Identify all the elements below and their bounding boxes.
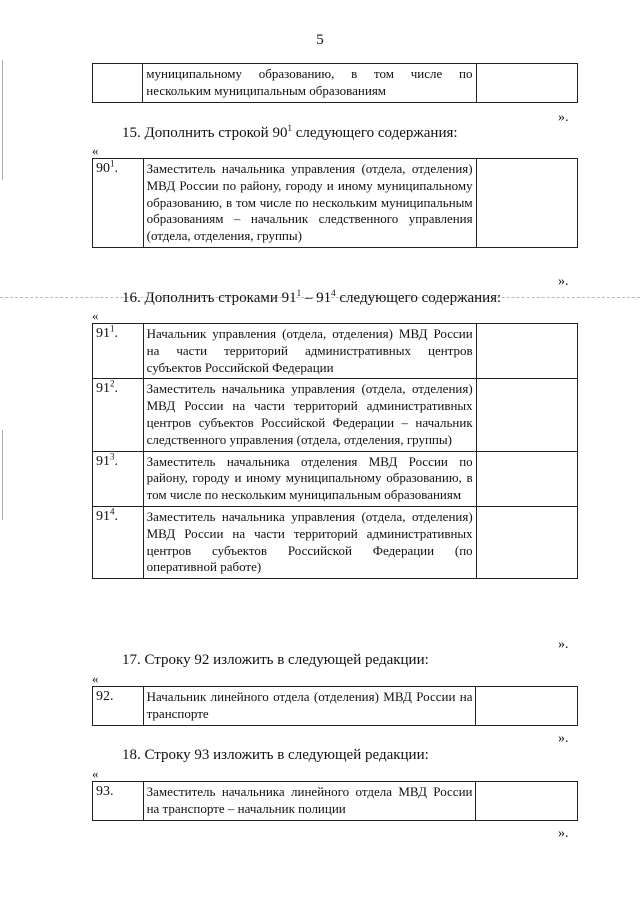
row-empty-cell bbox=[476, 64, 577, 103]
open-quote: « bbox=[92, 671, 99, 686]
row-number-cell: $91^4$. bbox=[93, 506, 144, 578]
row-empty-cell bbox=[476, 324, 577, 379]
row-empty-cell bbox=[476, 159, 577, 248]
table-row bbox=[93, 159, 578, 248]
section-heading-16: 16. Дополнить строками $91^1 - 91^4$ следующего содержания: bbox=[122, 288, 502, 306]
open-quote: « bbox=[92, 143, 99, 158]
table-row bbox=[93, 379, 578, 451]
row-text-cell: Заместитель начальника отделения МВД России по району, городу и иному муниципальному образованию, в том числе по нескольким муниципальным образованиям bbox=[143, 451, 476, 506]
table-row bbox=[93, 506, 578, 578]
table-row bbox=[93, 324, 578, 379]
table-section-18 bbox=[92, 781, 578, 821]
row-number-cell: $91^2$. bbox=[93, 379, 144, 451]
close-quote: ». bbox=[558, 274, 569, 289]
row-text-cell: Заместитель начальника управления (отдела, отделения) МВД России на части территорий административных центров субъектов Российской Федерации (по оперативной работе) bbox=[143, 506, 476, 578]
table-row bbox=[93, 451, 578, 506]
row-empty-cell bbox=[476, 451, 577, 506]
close-quote: ». bbox=[558, 110, 569, 125]
section-heading-15: 15. Дополнить строкой $90^1$ следующего содержания: bbox=[122, 123, 458, 141]
table-section-16 bbox=[92, 323, 578, 579]
table-section-17 bbox=[92, 686, 578, 726]
close-quote: ». bbox=[558, 731, 569, 746]
row-number-cell: $91^1$. bbox=[93, 324, 144, 379]
scan-margin-mark bbox=[2, 60, 3, 180]
row-empty-cell bbox=[476, 782, 578, 821]
row-text-cell: Начальник управления (отдела, отделения) МВД России на части территорий административных центров субъектов Российской Федерации bbox=[143, 324, 476, 379]
row-empty-cell bbox=[476, 379, 577, 451]
row-text-cell: Начальник линейного отдела (отделения) МВД России на транспорте bbox=[143, 687, 476, 726]
row-text-cell: Заместитель начальника управления (отдела, отделения) МВД России на части территорий административных центров субъектов Российской Федерации – начальник следственного управления (отдела, отделения, группы) bbox=[143, 379, 476, 451]
close-quote: ». bbox=[558, 826, 569, 841]
row-empty-cell bbox=[476, 687, 578, 726]
row-text-cell: муниципальному образованию, в том числе по нескольким муниципальным образованиям bbox=[143, 64, 476, 103]
scan-margin-mark bbox=[2, 430, 3, 520]
section-heading-18: 18. Строку 93 изложить в следующей редакции: bbox=[122, 747, 429, 763]
row-number-cell: 92. bbox=[93, 687, 144, 726]
row-empty-cell bbox=[476, 506, 577, 578]
row-text-cell: Заместитель начальника управления (отдела, отделения) МВД России по району, городу и иному муниципальному образованию, в том числе по нескольким муниципальным образованиям – начальник следственного управления (отдела, отделения, группы) bbox=[143, 159, 476, 248]
row-number-cell: $91^3$. bbox=[93, 451, 144, 506]
section-heading-17: 17. Строку 92 изложить в следующей редакции: bbox=[122, 652, 429, 668]
row-text-cell: Заместитель начальника линейного отдела МВД России на транспорте – начальник полиции bbox=[143, 782, 476, 821]
row-number-cell: $90^1$. bbox=[93, 159, 144, 248]
close-quote: ». bbox=[558, 637, 569, 652]
table-row bbox=[93, 687, 578, 726]
open-quote: « bbox=[92, 308, 99, 323]
table-continuation bbox=[92, 63, 578, 103]
page-number: 5 bbox=[316, 32, 324, 48]
row-number-cell bbox=[93, 64, 143, 103]
table-row bbox=[93, 64, 578, 103]
table-row bbox=[93, 782, 578, 821]
table-section-15 bbox=[92, 158, 578, 248]
open-quote: « bbox=[92, 766, 99, 781]
row-number-cell: 93. bbox=[93, 782, 144, 821]
